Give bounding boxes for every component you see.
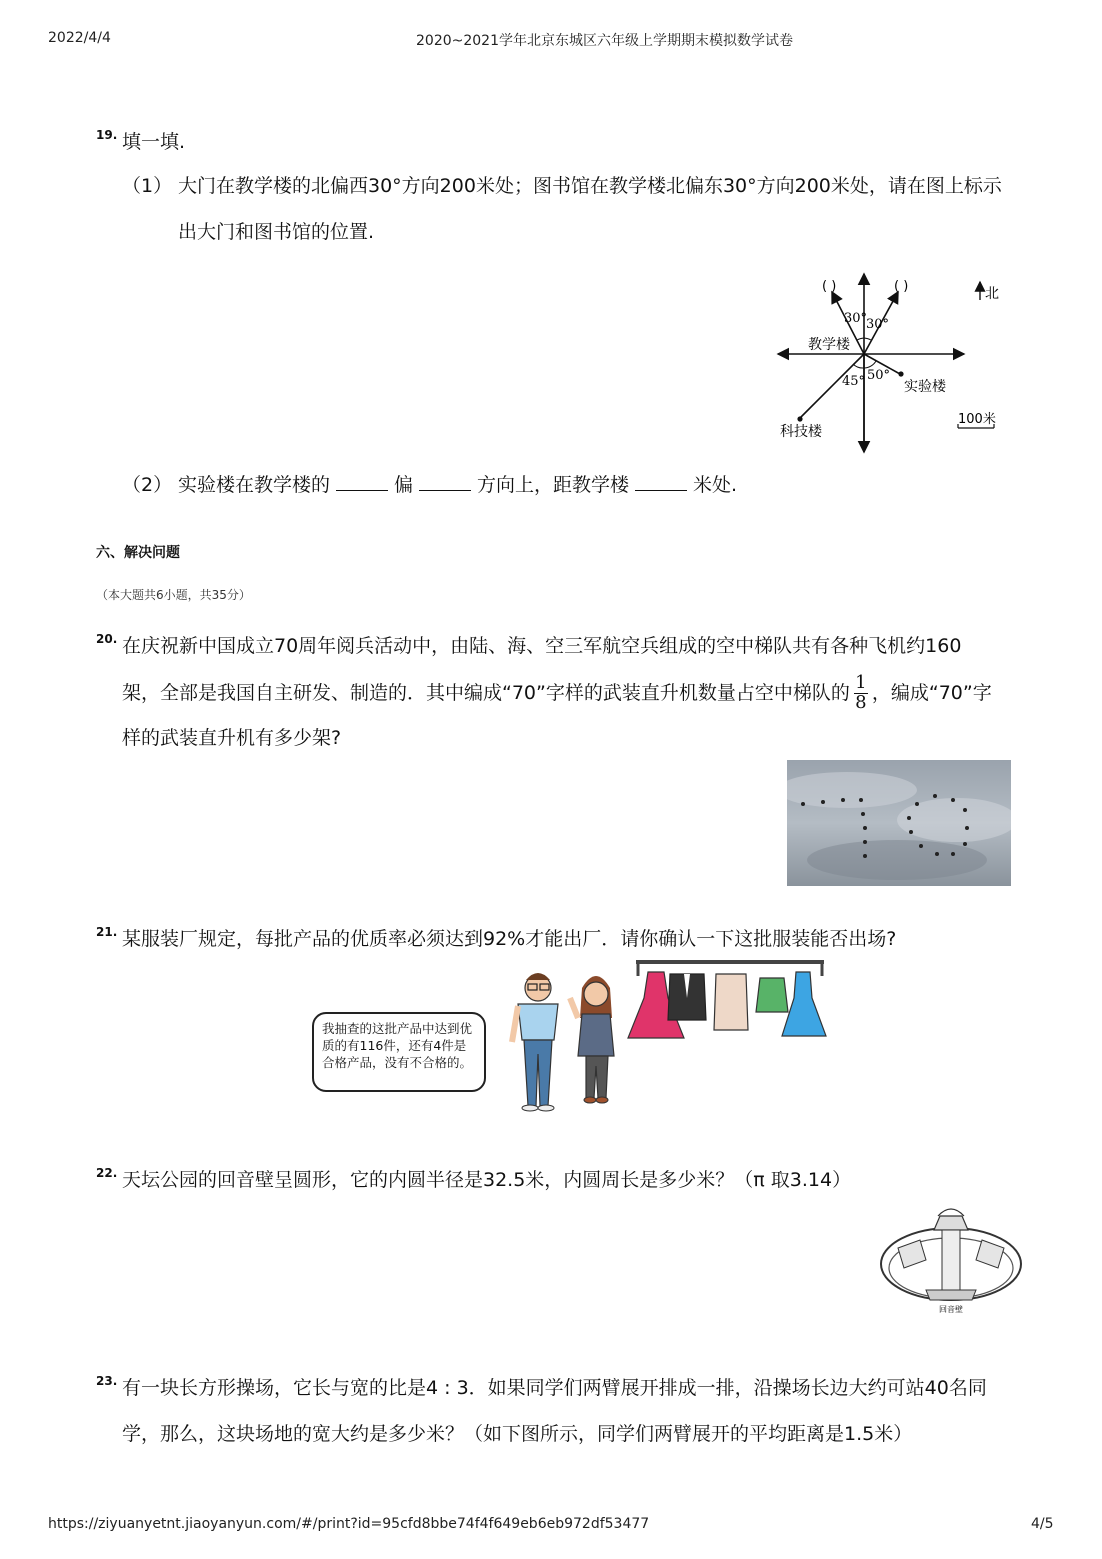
q19-part1-line2: 出大门和图书馆的位置. [178, 221, 375, 243]
q19-part2-text-c: 方向上，距教学楼 [477, 474, 630, 496]
man-figure [512, 973, 558, 1111]
question-number-22: 22. [96, 1166, 118, 1180]
q23-line1: 有一块长方形操场，它长与宽的比是4 : 3．如果同学们两臂展开排成一排，沿操场长边大约可站40名同 [122, 1377, 987, 1399]
echo-wall-illustration [876, 1200, 1026, 1316]
answer-blank-1[interactable] [336, 476, 388, 491]
ne-paren-label: ( ) [894, 279, 909, 294]
tech-building-label: 科技楼 [780, 424, 822, 440]
clothes-rack [628, 962, 826, 1038]
question-number-19: 19. [96, 128, 118, 142]
q19-part2-label: （2） [122, 474, 173, 496]
header-date: 2022/4/4 [48, 30, 111, 46]
fraction [854, 671, 868, 713]
angle-ne-label: 30° [866, 317, 890, 332]
q20-line2-a: 架，全部是我国自主研发、制造的．其中编成“70”字样的武装直升机数量占空中梯队的 [122, 681, 850, 704]
section-note: （本大题共6小题，共35分） [96, 588, 251, 602]
woman-figure [570, 976, 614, 1103]
answer-blank-3[interactable] [635, 476, 687, 491]
q21-text: 某服装厂规定，每批产品的优质率必须达到92%才能出厂．请你确认一下这批服装能否出场? [122, 928, 897, 950]
angle-se-label: 50° [867, 368, 891, 383]
helicopter-formation-photo [787, 760, 1011, 886]
nw-paren-label: ( ) [822, 279, 837, 294]
q20-line2-b: ，编成“70”字 [871, 681, 992, 704]
clothing-inspection-illustration [490, 958, 830, 1114]
lab-building-point [898, 371, 903, 376]
q23-line2: 学，那么，这块场地的宽大约是多少米？（如下图所示，同学们两臂展开的平均距离是1.5米） [122, 1423, 913, 1445]
header-title: 2020~2021学年北京东城区六年级上学期期末模拟数学试卷 [416, 33, 793, 49]
scale-label: 100米 [958, 412, 996, 427]
q20-line1: 在庆祝新中国成立70周年阅兵活动中，由陆、海、空三军航空兵组成的空中梯队共有各种飞机约160 [122, 635, 962, 657]
q19-part2-text-a: 实验楼在教学楼的 [178, 474, 331, 496]
answer-blank-2[interactable] [419, 476, 471, 491]
north-label: 北 [985, 286, 999, 302]
tech-building-point [797, 416, 802, 421]
q19-part1-line1: 大门在教学楼的北偏西30°方向200米处；图书馆在教学楼北偏东30°方向200米处，请在图上标示 [178, 175, 1002, 197]
question-number-20: 20. [96, 632, 118, 646]
fraction-numerator: 1 [855, 671, 867, 693]
q20-line2 [122, 672, 992, 714]
footer-page: 4/5 [1031, 1516, 1054, 1532]
q19-title: 填一填. [122, 131, 186, 153]
angle-nw-label: 30° [844, 311, 868, 326]
direction-diagram [770, 268, 1010, 460]
q19-part2-text-d: 米处. [693, 474, 738, 496]
echo-wall-label: 回音壁 [939, 1305, 963, 1314]
q20-line3: 样的武装直升机有多少架? [122, 727, 342, 749]
fraction-denominator: 8 [855, 691, 867, 713]
footer-url: https://ziyuanyetnt.jiaoyanyun.com/#/print?id=95cfd8bbe74f4f649eb6eb972df53477 [48, 1516, 650, 1532]
speech-bubble: 我抽查的这批产品中达到优质的有116件，还有4件是合格产品，没有不合格的。 [312, 1012, 486, 1092]
angle-sw-label: 45° [842, 374, 866, 389]
center-building-label: 教学楼 [808, 337, 850, 353]
q19-part1-label: （1） [122, 175, 173, 197]
q19-part2 [178, 476, 737, 495]
q22-text: 天坛公园的回音壁呈圆形，它的内圆半径是32.5米，内圆周长是多少米？（π 取3.14） [122, 1169, 852, 1191]
lab-building-label: 实验楼 [904, 379, 946, 395]
question-number-23: 23. [96, 1374, 118, 1388]
q19-part2-text-b: 偏 [394, 474, 414, 496]
section-title: 六、解决问题 [96, 545, 180, 561]
question-number-21: 21. [96, 925, 118, 939]
